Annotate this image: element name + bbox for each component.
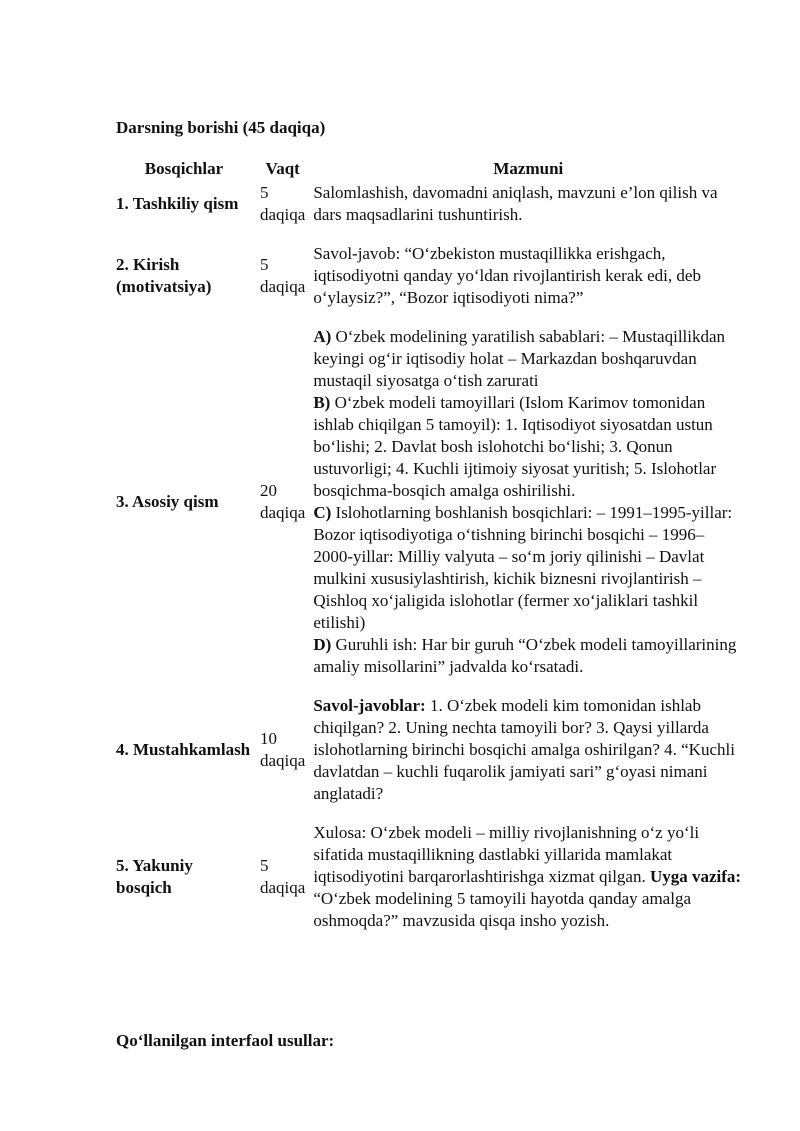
part-text: O‘zbek modeli tamoyillari (Islom Karimov tomonidan ishlab chiqilgan 5 tamoyil): 1. Iqtisodiyot siyosatdan ustun bo‘lishi; 2. Davlat bosh islohotchi bo‘lishi; 3. Qonun ustuvorligi; 4. Kuchli ijtimoiy siyosat yuritish; 5. Islohotlar bosqichma-bosqich amalga oshirilishi. bbox=[313, 393, 717, 500]
time-cell: 5 daqiqa bbox=[260, 183, 306, 224]
column-header-content: Mazmuni bbox=[493, 159, 564, 178]
time-cell: 5 daqiqa bbox=[260, 856, 306, 897]
content-cell bbox=[309, 822, 747, 949]
part-text: Guruhli ish: Har bir guruh “O‘zbek modeli tamoyillarining amaliy misollarini” jadvalda ko‘rsatadi. bbox=[313, 635, 737, 676]
content-text: 1. O‘zbek modeli kim tomonidan ishlab chiqilgan? 2. Uning nechta tamoyili bor? 3. Qaysi yillarda islohotlarning birinchi bosqichi amalga oshirilgan? 4. “Kuchli davlatdan – kuchli fuqarolik jamiyati sari” g‘oyasi nimani anglatadi? bbox=[313, 696, 735, 803]
column-header-stages: Bosqichlar bbox=[144, 159, 224, 178]
stage-cell: 4. Mustahkamlash bbox=[116, 740, 251, 759]
table-row bbox=[112, 695, 747, 822]
stage-cell: 2. Kirish (motivatsiya) bbox=[116, 255, 212, 296]
part-label: D) bbox=[313, 635, 332, 654]
content-part-b bbox=[313, 392, 743, 502]
lesson-plan-table bbox=[112, 156, 747, 949]
part-label: C) bbox=[313, 503, 332, 522]
content-cell: Salomlashish, davomadni aniqlash, mavzuni e’lon qilish va dars maqsadlarini tushuntirish. bbox=[313, 183, 718, 224]
table-header-row bbox=[112, 156, 747, 182]
part-label: B) bbox=[313, 393, 331, 412]
section-heading: Darsning borishi (45 daqiqa) bbox=[116, 118, 326, 137]
stage-cell: 5. Yakuniy bosqich bbox=[116, 856, 193, 897]
table-row bbox=[112, 182, 747, 243]
table-row bbox=[112, 822, 747, 949]
content-cell bbox=[309, 326, 747, 695]
time-cell: 10 daqiqa bbox=[260, 729, 306, 770]
section-heading: Qo‘llanilgan interfaol usullar: bbox=[116, 1031, 335, 1050]
part-text: Islohotlarning boshlanish bosqichlari: – 1991–1995-yillar: Bozor iqtisodiyotiga o‘tishning birinchi bosqichi – 1996–2000-yillar: Milliy valyuta – so‘m joriy qilinishi – Davlat mulkini xususiylashtirish, kichik biznesni rivojlantirish – Qishloq xo‘jaligida islohotlar (fermer xo‘jaliklari tashkil etilishi) bbox=[313, 503, 733, 632]
content-text: Xulosa: O‘zbek modeli – milliy rivojlanishning o‘z yo‘li sifatida mustaqillikning dastlabki yillarida mamlakat iqtisodiyotini barqarorlashtirishga xizmat qilgan. bbox=[313, 823, 700, 886]
table-row bbox=[112, 326, 747, 695]
time-cell: 20 daqiqa bbox=[260, 481, 306, 522]
content-cell bbox=[309, 695, 747, 822]
content-text-after: “O‘zbek modelining 5 tamoyili hayotda qanday amalga oshmoqda?” mavzusida qisqa insho yozish. bbox=[313, 889, 691, 930]
content-part-d bbox=[313, 634, 743, 678]
content-label: Savol-javoblar: bbox=[313, 696, 426, 715]
content-label: Uyga vazifa: bbox=[649, 867, 742, 886]
stage-cell: 3. Asosiy qism bbox=[116, 492, 219, 511]
content-cell: Savol-javob: “O‘zbekiston mustaqillikka erishgach, iqtisodiyotni qanday yo‘ldan rivojlantirish kerak edi, deb o‘ylaysiz?”, “Bozor iqtisodiyoti nima?” bbox=[313, 244, 701, 307]
part-label: A) bbox=[313, 327, 332, 346]
stage-cell: 1. Tashkiliy qism bbox=[116, 194, 239, 213]
table-row bbox=[112, 243, 747, 326]
content-part-a bbox=[313, 326, 743, 392]
time-cell: 5 daqiqa bbox=[260, 255, 306, 296]
content-part-c bbox=[313, 502, 743, 634]
part-text: O‘zbek modelining yaratilish sabablari: – Mustaqillikdan keyingi og‘ir iqtisodiy holat – Markazdan boshqaruvdan mustaqil siyosatga o‘tish zarurati bbox=[313, 327, 726, 390]
column-header-time: Vaqt bbox=[265, 159, 300, 178]
